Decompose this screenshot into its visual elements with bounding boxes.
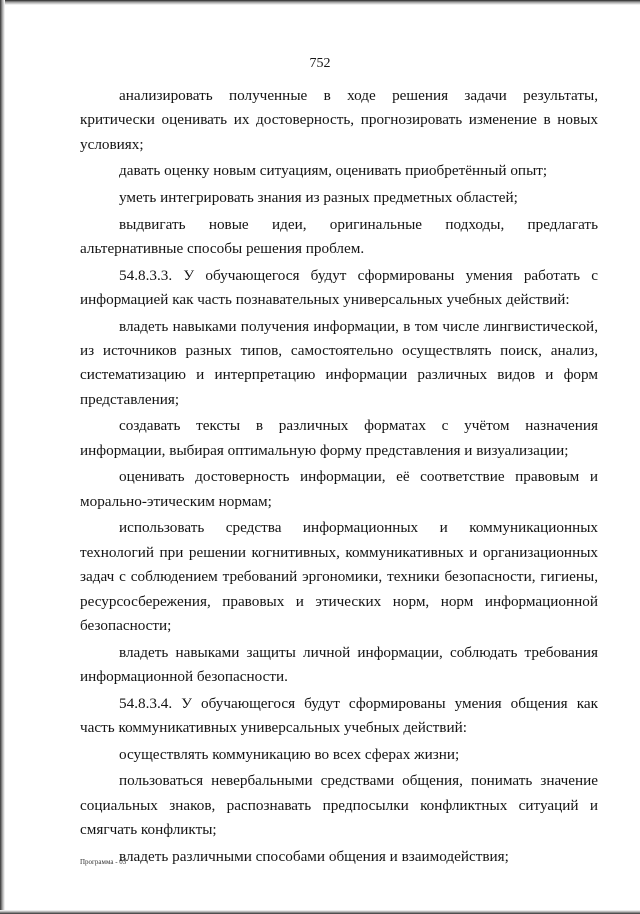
- paragraph: использовать средства информационных и коммуникационных технологий при решении когнитивных, коммуникативных и организационных задач с соблюдением требований эргономики, техники безопасности, гигиены, ресурсосбережения, правовых и этических норм, норм информационной безопасности;: [80, 519, 598, 635]
- paragraph: оценивать достоверность информации, её соответствие правовым и морально-этическим нормам;: [80, 468, 598, 510]
- scan-edge-top: [0, 0, 640, 5]
- scan-edge-left: [0, 0, 5, 914]
- scan-edge-bottom: [0, 910, 640, 914]
- page-number: 752: [309, 56, 331, 71]
- document-body: [80, 84, 598, 871]
- paragraph: выдвигать новые идеи, оригинальные подходы, предлагать альтернативные способы решения проблем.: [80, 215, 598, 257]
- paragraph: анализировать полученные в ходе решения задачи результаты, критически оценивать их достоверность, прогнозировать изменение в новых условиях;: [80, 87, 598, 153]
- section-heading-paragraph: 54.8.3.4. У обучающегося будут сформированы умения общения как часть коммуникативных универсальных учебных действий:: [80, 694, 598, 737]
- footer-label: Программа - 03: [80, 858, 127, 866]
- paragraph: осуществлять коммуникацию во всех сферах жизни;: [119, 745, 460, 763]
- paragraph: давать оценку новым ситуациям, оценивать приобретённый опыт;: [119, 162, 548, 180]
- paragraph: владеть навыками защиты личной информации, соблюдать требования информационной безопасности.: [80, 643, 598, 686]
- paragraph: владеть навыками получения информации, в том числе лингвистической, из источников разных типов, самостоятельно осуществлять поиск, анализ, систематизацию и интерпретацию информации различных видов и форм представления;: [80, 317, 598, 408]
- paragraph: пользоваться невербальными средствами общения, понимать значение социальных знаков, распознавать предпосылки конфликтных ситуаций и смягчать конфликты;: [80, 772, 598, 839]
- paragraph: владеть различными способами общения и взаимодействия;: [119, 847, 509, 865]
- section-heading-paragraph: 54.8.3.3. У обучающегося будут сформированы умения работать с информацией как часть познавательных универсальных учебных действий:: [80, 266, 598, 308]
- paragraph: создавать тексты в различных форматах с учётом назначения информации, выбирая оптимальную форму представления и визуализации;: [80, 417, 598, 459]
- paragraph: уметь интегрировать знания из разных предметных областей;: [119, 189, 518, 206]
